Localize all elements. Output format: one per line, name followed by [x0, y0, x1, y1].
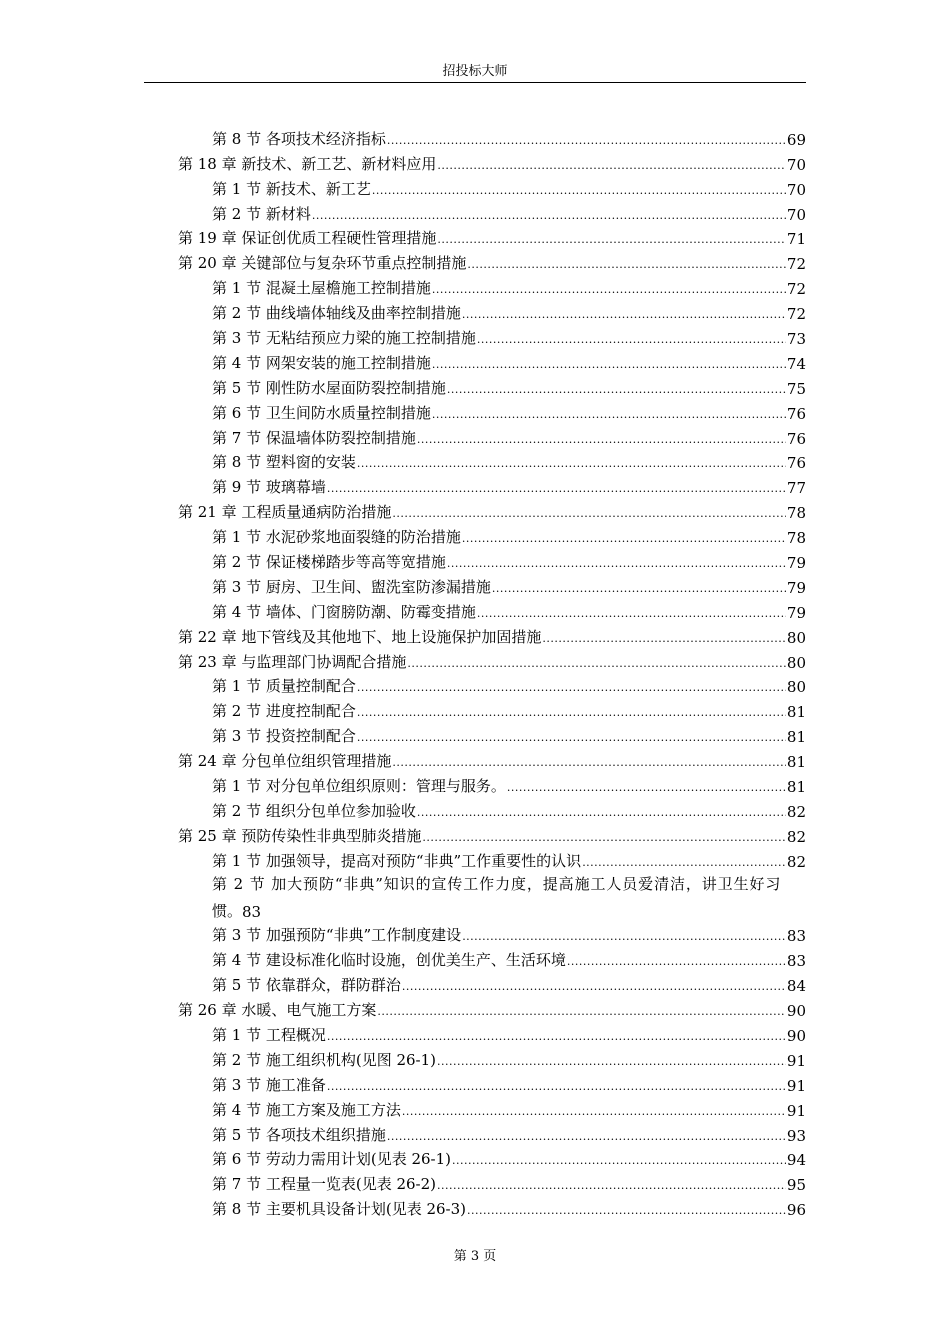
- toc-section-entry[interactable]: [178, 696, 806, 721]
- toc-entry-label: 第 7 节 保温墙体防裂控制措施: [212, 428, 416, 447]
- toc-section-entry[interactable]: [178, 1145, 806, 1170]
- toc-entry-label: 第 4 节 网架安装的施工控制措施: [212, 353, 431, 372]
- dot-leader: [462, 931, 786, 942]
- dot-leader: [372, 185, 786, 196]
- toc-chapter-entry[interactable]: [178, 995, 806, 1020]
- dot-leader: [447, 558, 786, 569]
- toc-section-entry[interactable]: [178, 472, 806, 497]
- toc-entry-page: 78: [786, 504, 806, 523]
- toc-entry-label: 第 5 节 各项技术组织措施: [212, 1125, 386, 1144]
- toc-section-entry[interactable]: [178, 1020, 806, 1045]
- toc-entry-page: 75: [786, 379, 806, 398]
- toc-entry-page: 70: [786, 180, 806, 199]
- dot-leader: [462, 533, 786, 544]
- toc-entry-page: 90: [786, 1026, 806, 1045]
- toc-entry-page: 90: [786, 1002, 806, 1021]
- toc-section-entry[interactable]: [178, 423, 806, 448]
- dot-leader: [467, 259, 786, 270]
- toc-entry-page: 74: [786, 354, 806, 373]
- toc-entry-label: 第 18 章 新技术、新工艺、新材料应用: [178, 154, 437, 173]
- dot-leader: [437, 160, 786, 171]
- dot-leader: [357, 682, 786, 693]
- toc-entry-page: 72: [786, 305, 806, 324]
- dot-leader: [357, 458, 786, 469]
- toc-chapter-entry[interactable]: [178, 622, 806, 647]
- toc-section-entry[interactable]: [178, 1194, 806, 1219]
- toc-section-entry[interactable]: [178, 970, 806, 995]
- toc-section-entry[interactable]: [178, 871, 806, 921]
- dot-leader: [542, 633, 786, 644]
- dot-leader: [327, 1031, 786, 1042]
- toc-entry-page: 81: [786, 728, 806, 747]
- toc-entry-label: 第 9 节 玻璃幕墙: [212, 478, 326, 497]
- toc-section-entry[interactable]: [178, 298, 806, 323]
- toc-entry-page: 78: [786, 529, 806, 548]
- toc-entry-label: 第 3 节 无粘结预应力梁的施工控制措施: [212, 329, 476, 348]
- toc-entry-label: 第 1 节 加强领导，提高对预防“非典”工作重要性的认识: [212, 851, 582, 870]
- toc-entry-label: 第 23 章 与监理部门协调配合措施: [178, 652, 407, 671]
- toc-entry-page: 72: [786, 280, 806, 299]
- toc-entry-label: 第 19 章 保证创优质工程硬性管理措施: [178, 229, 437, 248]
- dot-leader: [507, 782, 786, 793]
- dot-leader: [407, 658, 786, 669]
- dot-leader: [477, 334, 786, 345]
- toc-entry-label: 第 2 节 进度控制配合: [212, 702, 356, 721]
- toc-entry-label: 第 20 章 关键部位与复杂环节重点控制措施: [178, 254, 467, 273]
- toc-section-entry[interactable]: [178, 921, 806, 946]
- toc-section-entry[interactable]: [178, 1169, 806, 1194]
- table-of-contents: [178, 124, 806, 1219]
- dot-leader: [312, 210, 786, 221]
- dot-leader: [437, 1180, 786, 1191]
- toc-entry-page: 81: [786, 703, 806, 722]
- dot-leader: [387, 1131, 786, 1142]
- toc-entry-page: 81: [786, 778, 806, 797]
- toc-section-entry[interactable]: [178, 547, 806, 572]
- dot-leader: [437, 234, 786, 245]
- dot-leader: [477, 608, 786, 619]
- toc-entry-label: 第 6 节 卫生间防水质量控制措施: [212, 403, 431, 422]
- toc-entry-label: 第 1 节 对分包单位组织原则：管理与服务。: [212, 777, 506, 796]
- toc-entry-label-continued: 惯。: [212, 901, 243, 920]
- dot-leader: [437, 1056, 786, 1067]
- toc-entry-page: 82: [786, 852, 806, 871]
- toc-entry-page: 91: [786, 1051, 806, 1070]
- toc-section-entry[interactable]: [178, 1045, 806, 1070]
- toc-section-entry[interactable]: [178, 522, 806, 547]
- toc-entry-page: 70: [786, 205, 806, 224]
- toc-entry-page: 71: [786, 230, 806, 249]
- toc-section-entry[interactable]: [178, 348, 806, 373]
- toc-entry-page: 70: [786, 155, 806, 174]
- toc-entry-page: 79: [786, 554, 806, 573]
- toc-chapter-entry[interactable]: [178, 497, 806, 522]
- toc-entry-label: 第 2 节 保证楼梯踏步等高等宽措施: [212, 553, 446, 572]
- toc-entry-page: 96: [786, 1201, 806, 1220]
- page-header: 招投标大师: [442, 64, 508, 79]
- dot-leader: [422, 832, 786, 843]
- toc-section-entry[interactable]: [178, 721, 806, 746]
- dot-leader: [377, 1006, 786, 1017]
- toc-entry-page: 83: [242, 902, 262, 921]
- toc-entry-page: 80: [786, 653, 806, 672]
- dot-leader: [417, 807, 786, 818]
- toc-entry-label: 第 4 节 建设标准化临时设施，创优美生产、生活环境: [212, 951, 566, 970]
- toc-entry-label: 第 3 节 加强预防“非典”工作制度建设: [212, 926, 462, 945]
- toc-section-entry[interactable]: [178, 672, 806, 697]
- dot-leader: [402, 981, 786, 992]
- toc-entry-page: 82: [786, 802, 806, 821]
- toc-entry-page: 80: [786, 678, 806, 697]
- toc-entry-page: 83: [786, 927, 806, 946]
- toc-entry-label: 第 2 节 组织分包单位参加验收: [212, 801, 416, 820]
- toc-entry-page: 80: [786, 628, 806, 647]
- dot-leader: [327, 483, 786, 494]
- toc-entry-page: 91: [786, 1101, 806, 1120]
- toc-section-entry[interactable]: [178, 796, 806, 821]
- toc-chapter-entry[interactable]: [178, 647, 806, 672]
- page-footer: 第 3 页: [453, 1249, 497, 1264]
- toc-entry-page: 82: [786, 827, 806, 846]
- toc-section-entry[interactable]: [178, 1120, 806, 1145]
- toc-entry-label: 第 2 节 加大预防“非典”知识的宣传工作力度，提高施工人员爱清洁，讲卫生好习: [212, 874, 782, 893]
- toc-entry-label: 第 3 节 厨房、卫生间、盥洗室防渗漏措施: [212, 577, 491, 596]
- toc-entry-page: 72: [786, 255, 806, 274]
- toc-entry-label: 第 26 章 水暖、电气施工方案: [178, 1001, 377, 1020]
- toc-entry-page: 91: [786, 1076, 806, 1095]
- toc-section-entry[interactable]: [178, 1095, 806, 1120]
- dot-leader: [392, 508, 786, 519]
- toc-entry-label: 第 2 节 曲线墙体轴线及曲率控制措施: [212, 304, 461, 323]
- toc-entry-label: 第 24 章 分包单位组织管理措施: [178, 752, 392, 771]
- dot-leader: [467, 1205, 786, 1216]
- dot-leader: [327, 1081, 786, 1092]
- toc-section-entry[interactable]: [178, 273, 806, 298]
- toc-entry-label: 第 3 节 投资控制配合: [212, 727, 356, 746]
- toc-section-entry[interactable]: [178, 846, 806, 871]
- dot-leader: [387, 135, 786, 146]
- dot-leader: [492, 583, 786, 594]
- toc-entry-label: 第 5 节 依靠群众，群防群治: [212, 976, 401, 995]
- toc-entry-label: 第 1 节 工程概况: [212, 1025, 326, 1044]
- toc-entry-label: 第 5 节 刚性防水屋面防裂控制措施: [212, 378, 446, 397]
- toc-entry-page: 93: [786, 1126, 806, 1145]
- dot-leader: [452, 1155, 786, 1166]
- toc-entry-label: 第 6 节 劳动力需用计划(见表 26-1): [212, 1150, 452, 1169]
- toc-section-entry[interactable]: [178, 124, 806, 149]
- toc-entry-page: 81: [786, 753, 806, 772]
- toc-section-entry[interactable]: [178, 448, 806, 473]
- toc-entry-label: 第 8 节 塑料窗的安装: [212, 453, 356, 472]
- dot-leader: [447, 384, 786, 395]
- toc-entry-label: 第 2 节 新材料: [212, 204, 311, 223]
- toc-section-entry[interactable]: [178, 174, 806, 199]
- toc-entry-page: 76: [786, 404, 806, 423]
- toc-entry-label: 第 3 节 施工准备: [212, 1075, 326, 1094]
- toc-entry-page: 73: [786, 330, 806, 349]
- toc-entry-label: 第 21 章 工程质量通病防治措施: [178, 503, 392, 522]
- toc-entry-page: 79: [786, 578, 806, 597]
- toc-entry-page: 83: [786, 952, 806, 971]
- toc-entry-page: 84: [786, 977, 806, 996]
- toc-section-entry[interactable]: [178, 771, 806, 796]
- toc-section-entry[interactable]: [178, 199, 806, 224]
- toc-entry-label: 第 4 节 墙体、门窗膀防潮、防霉变措施: [212, 602, 476, 621]
- toc-chapter-entry[interactable]: [178, 224, 806, 249]
- toc-entry-label: 第 25 章 预防传染性非典型肺炎措施: [178, 826, 422, 845]
- toc-section-entry[interactable]: [178, 1070, 806, 1095]
- toc-section-entry[interactable]: [178, 572, 806, 597]
- toc-entry-page: 94: [786, 1151, 806, 1170]
- toc-section-entry[interactable]: [178, 945, 806, 970]
- toc-entry-label: 第 8 节 主要机具设备计划(见表 26-3): [212, 1200, 467, 1219]
- dot-leader: [402, 1106, 786, 1117]
- toc-chapter-entry[interactable]: [178, 746, 806, 771]
- dot-leader: [417, 434, 786, 445]
- dot-leader: [432, 284, 786, 295]
- toc-entry-page: 76: [786, 429, 806, 448]
- toc-entry-label: 第 1 节 新技术、新工艺: [212, 179, 371, 198]
- toc-section-entry[interactable]: [178, 597, 806, 622]
- dot-leader: [432, 359, 786, 370]
- toc-entry-label: 第 1 节 水泥砂浆地面裂缝的防治措施: [212, 528, 461, 547]
- toc-entry-page: 79: [786, 603, 806, 622]
- toc-entry-label: 第 22 章 地下管线及其他地下、地上设施保护加固措施: [178, 627, 542, 646]
- toc-entry-label: 第 7 节 工程量一览表(见表 26-2): [212, 1175, 437, 1194]
- toc-chapter-entry[interactable]: [178, 248, 806, 273]
- toc-chapter-entry[interactable]: [178, 149, 806, 174]
- dot-leader: [357, 707, 786, 718]
- dot-leader: [567, 956, 786, 967]
- toc-entry-label: 第 1 节 质量控制配合: [212, 677, 356, 696]
- dot-leader: [582, 857, 786, 868]
- toc-section-entry[interactable]: [178, 373, 806, 398]
- dot-leader: [357, 732, 786, 743]
- dot-leader: [392, 757, 786, 768]
- toc-entry-page: 95: [786, 1176, 806, 1195]
- toc-entry-label: 第 8 节 各项技术经济指标: [212, 129, 386, 148]
- toc-entry-label: 第 2 节 施工组织机构(见图 26-1): [212, 1050, 437, 1069]
- toc-entry-page: 77: [786, 479, 806, 498]
- toc-entry-page: 76: [786, 454, 806, 473]
- dot-leader: [432, 409, 786, 420]
- toc-section-entry[interactable]: [178, 398, 806, 423]
- toc-entry-label: 第 1 节 混凝土屋檐施工控制措施: [212, 279, 431, 298]
- dot-leader: [462, 309, 786, 320]
- toc-chapter-entry[interactable]: [178, 821, 806, 846]
- toc-entry-label: 第 4 节 施工方案及施工方法: [212, 1100, 401, 1119]
- toc-entry-page: 69: [786, 130, 806, 149]
- header-rule: [144, 82, 806, 83]
- toc-section-entry[interactable]: [178, 323, 806, 348]
